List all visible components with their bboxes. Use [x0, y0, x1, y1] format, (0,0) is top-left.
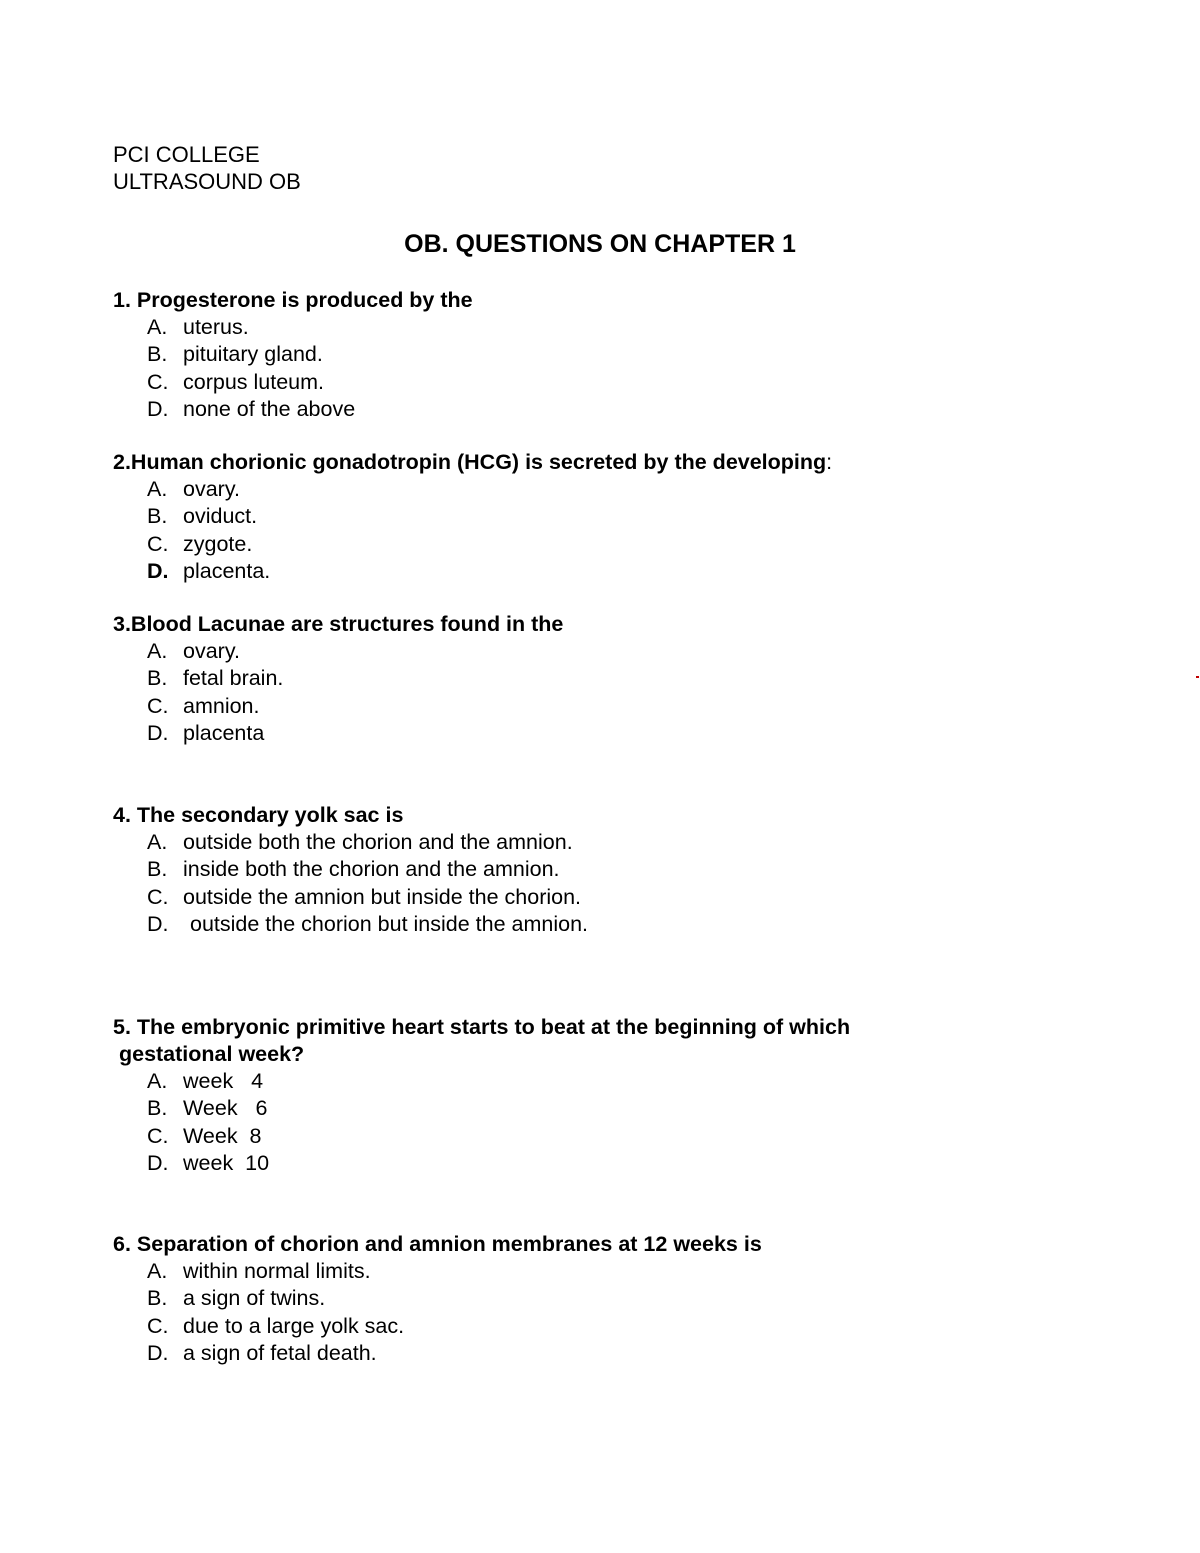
option-text: placenta	[183, 720, 265, 745]
option-text: a sign of twins.	[183, 1286, 326, 1311]
option-letter: D.	[147, 396, 169, 421]
option-a	[113, 1068, 1013, 1095]
option-b	[113, 665, 1013, 692]
answer-options	[113, 1068, 1013, 1177]
option-d	[113, 1340, 1013, 1367]
option-text: corpus luteum.	[183, 369, 325, 394]
option-text: outside the chorion but inside the amnion.	[190, 911, 589, 936]
option-text: inside both the chorion and the amnion.	[183, 857, 560, 882]
option-a	[113, 1258, 1013, 1285]
question-5	[113, 1014, 1013, 1177]
answer-options	[113, 1258, 1013, 1367]
answer-options	[113, 638, 1013, 747]
option-letter: D.	[147, 1150, 169, 1175]
question-4	[113, 802, 1013, 938]
question-text	[113, 287, 1013, 314]
option-text: none of the above	[183, 396, 356, 421]
option-d	[113, 720, 1013, 747]
option-text: ovary.	[183, 639, 240, 663]
option-letter: C.	[147, 1313, 169, 1338]
option-letter: B.	[147, 1286, 168, 1311]
option-letter: A.	[147, 477, 168, 501]
option-letter: D.	[147, 720, 169, 745]
option-text: Week 8	[183, 1123, 262, 1148]
option-letter: A.	[147, 315, 168, 339]
question-stem: 4. The secondary yolk sac is	[113, 803, 404, 827]
option-letter: C.	[147, 369, 169, 394]
option-b	[113, 1285, 1013, 1312]
option-b	[113, 1095, 1013, 1122]
option-text: outside the amnion but inside the chorion.	[183, 884, 582, 909]
question-stem: 6. Separation of chorion and amnion membranes at 12 weeks is	[113, 1232, 762, 1256]
question-text	[113, 1231, 1013, 1258]
question-text	[113, 611, 1013, 638]
option-d	[113, 558, 1013, 585]
option-d	[113, 911, 1013, 938]
question-stem-line-2: gestational week?	[113, 1042, 305, 1066]
option-b	[113, 341, 1013, 368]
option-text: due to a large yolk sac.	[183, 1313, 405, 1338]
option-text: a sign of fetal death.	[183, 1340, 377, 1365]
option-letter: B.	[147, 1096, 168, 1121]
option-a	[113, 638, 1013, 665]
margin-mark	[1196, 676, 1199, 678]
question-6	[113, 1231, 1013, 1367]
option-a	[113, 314, 1013, 341]
question-1	[113, 287, 1013, 423]
option-text: week 10	[183, 1150, 270, 1175]
option-c	[113, 1313, 1013, 1340]
question-3	[113, 611, 1013, 747]
answer-options	[113, 314, 1013, 423]
option-text: placenta.	[183, 558, 271, 583]
option-b	[113, 856, 1013, 883]
option-letter: A.	[147, 639, 168, 663]
option-text: oviduct.	[183, 504, 258, 529]
question-text	[113, 802, 1013, 829]
option-letter: B.	[147, 342, 168, 367]
question-stem: 5. The embryonic primitive heart starts to beat at the beginning of which	[113, 1015, 851, 1039]
option-text: uterus.	[183, 315, 249, 339]
option-d	[113, 396, 1013, 423]
question-text	[113, 1014, 1013, 1041]
option-c	[113, 884, 1013, 911]
question-text	[113, 449, 1013, 476]
answer-options	[113, 829, 1013, 938]
option-text: week 4	[183, 1069, 264, 1093]
option-text: ovary.	[183, 477, 240, 501]
option-text: fetal brain.	[183, 666, 284, 691]
option-letter: B.	[147, 504, 168, 529]
question-suffix: :	[826, 450, 833, 474]
option-b	[113, 503, 1013, 530]
option-a	[113, 476, 1013, 503]
option-text: amnion.	[183, 693, 260, 718]
option-c	[113, 693, 1013, 720]
option-letter: A.	[147, 1259, 168, 1283]
option-d	[113, 1150, 1013, 1177]
option-letter: B.	[147, 857, 168, 882]
option-c	[113, 1123, 1013, 1150]
option-text: Week 6	[183, 1096, 268, 1121]
option-a	[113, 829, 1013, 856]
question-text-continued	[113, 1041, 1013, 1068]
option-letter: D.	[147, 558, 169, 583]
option-letter: A.	[147, 1069, 168, 1093]
option-letter: D.	[147, 1340, 169, 1365]
option-letter: B.	[147, 666, 168, 691]
option-c	[113, 531, 1013, 558]
college-name: PCI COLLEGE	[113, 142, 260, 167]
option-text: outside both the chorion and the amnion.	[183, 830, 573, 854]
page-title: OB. QUESTIONS ON CHAPTER 1	[404, 230, 796, 258]
option-text: zygote.	[183, 531, 253, 556]
option-letter: C.	[147, 884, 169, 909]
option-c	[113, 369, 1013, 396]
option-letter: C.	[147, 693, 169, 718]
option-letter: C.	[147, 1123, 169, 1148]
course-name: ULTRASOUND OB	[113, 169, 301, 194]
answer-options	[113, 476, 1013, 585]
question-stem: 1. Progesterone is produced by the	[113, 288, 473, 312]
option-letter: A.	[147, 830, 168, 854]
option-letter: D.	[147, 911, 169, 936]
question-stem: 2.Human chorionic gonadotropin (HCG) is secreted by the developing	[113, 450, 827, 474]
option-text: pituitary gland.	[183, 342, 323, 367]
question-2	[113, 449, 1013, 585]
question-stem: 3.Blood Lacunae are structures found in the	[113, 612, 564, 636]
option-letter: C.	[147, 531, 169, 556]
option-text: within normal limits.	[183, 1259, 371, 1283]
